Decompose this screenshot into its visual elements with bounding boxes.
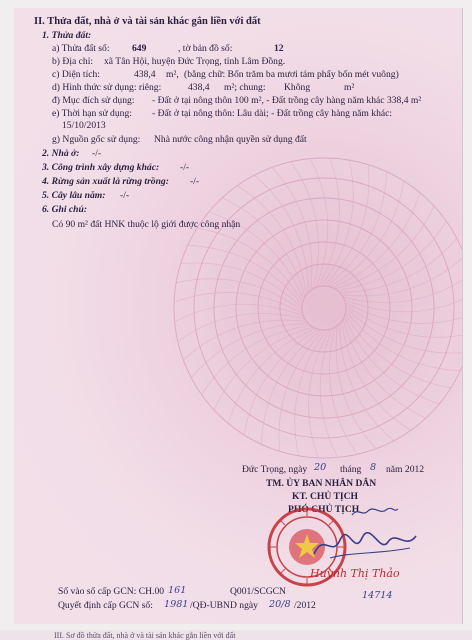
next-page-strip [0, 630, 472, 640]
decision-number: 1981 [164, 599, 189, 610]
rosette-ray [345, 314, 451, 388]
land-heading: 1. Thửa đất: [42, 30, 92, 41]
date-year: năm 2012 [386, 464, 425, 475]
registration-suffix: Q001/SCGCN [230, 586, 286, 597]
planted-forest-value: -/- [190, 176, 200, 187]
rosette-ray [244, 329, 318, 435]
purpose-label: đ) Mục đích sử dụng: [52, 95, 135, 106]
use-form-label: d) Hình thức sử dụng: riêng: [52, 82, 162, 93]
date-day: 20 [314, 462, 327, 473]
rosette-ray [309, 329, 330, 458]
rosette-ray [197, 228, 303, 302]
parcel-label: a) Thửa đất số: [52, 43, 110, 54]
vice-chairman-line: PHÓ CHỦ TỊCH [288, 504, 360, 515]
decision-label: Quyết định cấp GCN số: [58, 600, 153, 611]
rosette-ray [344, 294, 463, 312]
address-label: b) Địa chỉ: [52, 56, 94, 67]
perennial-trees-label: 5. Cây lâu năm: [42, 190, 106, 201]
area-unit: m², [166, 69, 179, 80]
registration-number: 161 [168, 585, 187, 596]
use-form-shared-label: m²; chung: [224, 82, 266, 93]
certificate-page [14, 8, 463, 624]
other-works-value: -/- [180, 162, 190, 173]
rosette-ray [340, 324, 394, 441]
other-works-label: 3. Công trình xây dựng khác: [42, 162, 160, 173]
purpose-value: - Đất ở tại nông thôn 100 m², - Đất trồng cây hàng năm khác 338,4 m² [152, 95, 422, 106]
decision-day: 20/8 [269, 599, 291, 610]
side-number: 14714 [362, 590, 393, 601]
area-label: c) Diện tích: [52, 69, 100, 80]
note-text: Có 90 m² đất HNK thuộc lộ giới được công nhận [52, 219, 241, 230]
area-value: 438,4 [134, 69, 156, 80]
house-value: -/- [92, 148, 102, 159]
rosette-ray [191, 324, 308, 378]
parcel-number: 649 [132, 43, 147, 54]
term-value: - Đất ở tại nông thôn: Lâu dài; - Đất trồng cây hàng năm khác: [152, 108, 393, 119]
use-form-private: 438,4 [188, 82, 210, 93]
rosette-ray [272, 167, 312, 290]
rosette-ray [343, 275, 463, 303]
rosette-ray [330, 181, 404, 287]
use-form-shared: Không [284, 82, 311, 93]
next-page-heading: III. Sơ đồ thửa đất, nhà ở và tài sản khác gắn liền với đất [54, 631, 236, 640]
section-heading: II. Thửa đất, nhà ở và tài sản khác gắn liền với đất [34, 16, 261, 27]
rosette-ray [340, 238, 457, 292]
rosette-ray [174, 293, 303, 314]
place-date-prefix: Đức Trọng, ngày [242, 464, 308, 475]
signature-scribble-icon [310, 528, 420, 564]
deputy-line: KT. CHỦ TỊCH [292, 491, 359, 502]
house-label: 2. Nhà ở: [42, 148, 80, 159]
term-date: 15/10/2013 [62, 120, 106, 131]
signer-name: Huỳnh Thị Thảo [310, 567, 400, 580]
date-month: 8 [370, 462, 377, 473]
perennial-trees-value: -/- [120, 190, 130, 201]
rosette-ray [183, 320, 306, 360]
map-sheet-number: 12 [274, 43, 284, 54]
use-form-unit: m² [344, 82, 355, 93]
decision-year: /2012 [294, 600, 316, 611]
initials-scribble-icon [350, 505, 400, 519]
address-value: xã Tân Hội, huyện Đức Trọng, tỉnh Lâm Đồng. [104, 56, 286, 67]
rosette-ray [318, 158, 339, 287]
rosette-ray [254, 175, 308, 292]
origin-value: Nhà nước công nhận quyền sử dụng đất [154, 134, 307, 145]
term-label: e) Thời hạn sử dụng: [52, 108, 132, 119]
committee-line: TM. ỦY BAN NHÂN DÂN [266, 478, 377, 489]
date-month-label: tháng [340, 464, 362, 475]
area-in-words: (bằng chữ: Bốn trăm ba mươi tám phẩy bốn mét vuông) [184, 69, 399, 80]
rosette-ray [336, 325, 376, 448]
planted-forest-label: 4. Rừng sản xuất là rừng trồng: [42, 176, 169, 187]
registration-label: Số vào sổ cấp GCN: CH.00 [58, 586, 165, 597]
decision-mid: /QĐ-UBND ngày [190, 600, 258, 611]
guilloche-rosette [164, 118, 463, 498]
notes-label: 6. Ghi chú: [42, 204, 88, 215]
origin-label: g) Nguồn gốc sử dụng: [52, 134, 141, 145]
map-sheet-label: , tờ bản đồ số: [178, 43, 233, 54]
